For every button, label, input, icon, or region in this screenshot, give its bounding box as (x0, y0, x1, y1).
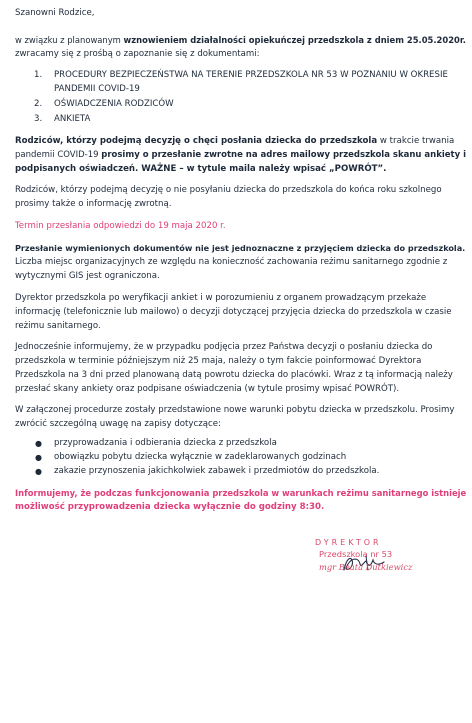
inform-line-2: przedszkola w terminie późniejszym niż 25 maja, należy o tym fakcie poinformować Dyrektora (15, 356, 422, 366)
procedure-line-2: zwrócić szczególną uwagę na zapisy dotyczące: (15, 419, 221, 429)
stamp-name: mgr Beata Dutkiewicz (319, 562, 413, 572)
stamp-title: DYREKTOR (315, 538, 382, 547)
doc-item-3: ANKIETA (54, 114, 91, 124)
intro-line-2: zwracamy się z prośbą o zapoznanie się z dokumentami: (15, 49, 260, 59)
inform-line-1: Jednocześnie informujemy, że w przypadku podjęcia przez Państwa decyzji o posłaniu dziecka do (15, 342, 433, 352)
send-l2-bold: prosimy o przesłanie zwrotne na adres mailowy przedszkola skanu ankiety i (101, 150, 467, 160)
bullet-item-3: zakazie przynoszenia jakichkolwiek zabawek i przedmiotów do przedszkola. (54, 466, 380, 476)
not-equal-line-1: Przesłanie wymienionych dokumentów nie jest jednoznaczne z przyjęciem dziecka do przedszkola. (15, 243, 466, 253)
not-send-line-2: prosimy także o informację zwrotną. (15, 199, 172, 209)
send-paragraph-line-2 (15, 149, 466, 163)
bullet-dot-2: ● (35, 453, 42, 462)
stamp-institution: Przedszkola nr 53 (319, 549, 393, 559)
doc-number-1: 1. (34, 70, 43, 80)
bullet-dot-1: ● (35, 439, 42, 448)
director-line-3: reżimu sanitarnego. (15, 321, 101, 331)
director-line-1: Dyrektor przedszkola po weryfikacji ankiet i w porozumieniu z organem prowadzącym przekaże (15, 293, 427, 303)
doc-item-1-line-2: PANDEMII COVID-19 (54, 84, 140, 94)
bullet-dot-3: ● (35, 467, 42, 476)
send-paragraph-line-1 (15, 135, 454, 149)
doc-item-2: OŚWIADCZENIA RODZICÓW (54, 99, 174, 109)
not-equal-line-3: wytycznymi GIS jest ograniczona. (15, 271, 160, 281)
not-send-line-1: Rodziców, którzy podejmą decyzję o nie posyłaniu dziecka do przedszkola do końca roku szkolnego (15, 185, 442, 195)
send-paragraph-line-3: podpisanych oświadczeń. WAŻNE – w tytule maila należy wpisać „POWRÓT”. (15, 164, 387, 174)
greeting: Szanowni Rodzice, (15, 8, 95, 18)
bullet-item-2: obowiązku pobytu dziecka wyłącznie w zadeklarowanych godzinach (54, 452, 347, 462)
procedure-line-1: W załączonej procedurze zostały przedstawione nowe warunki pobytu dziecka w przedszkolu. Prosimy (15, 405, 455, 415)
doc-number-3: 3. (34, 114, 43, 124)
closing-line-1: Informujemy, że podczas funkcjonowania przedszkola w warunkach reżimu sanitarnego istnieje (15, 488, 467, 498)
send-l1-rest: w trakcie trwania (377, 136, 455, 146)
not-equal-line-2: Liczba miejsc organizacyjnych ze względu na konieczność zachowania reżimu sanitarnego zgodnie z (15, 257, 448, 267)
intro-line-1 (15, 34, 466, 48)
doc-item-1-line-1: PROCEDURY BEZPIECZEŃSTWA NA TERENIE PRZEDSZKOLA NR 53 W POZNANIU W OKRESIE (54, 70, 448, 80)
doc-number-2: 2. (34, 99, 43, 109)
intro-pre: w związku z planowanym (15, 35, 124, 45)
closing-line-2: możliwość przyprowadzenia dziecka wyłącznie do godziny 8:30. (15, 502, 325, 512)
send-l2-pre: pandemii COVID-19 (15, 150, 102, 160)
inform-line-3: Przedszkola na 3 dni przed planowaną datą powrotu dziecka do placówki. Wraz z tą informacją należy (15, 370, 453, 380)
send-l1-bold: Rodziców, którzy podejmą decyzję o chęci posłania dziecka do przedszkola (15, 136, 378, 146)
bullet-item-1: przyprowadzania i odbierania dziecka z przedszkola (54, 438, 277, 448)
deadline-notice: Termin przesłania odpowiedzi do 19 maja 2020 r. (15, 221, 226, 231)
director-line-2: informację (telefonicznie lub mailowo) o decyzji dotyczącej przyjęcia dziecka do przedszkola w czasie (15, 307, 452, 317)
inform-line-4: przesłać skany ankiety oraz podpisane oświadczenia (w tytule prosimy wpisać POWRÓT). (15, 384, 400, 394)
intro-bold: wznowieniem działalności opiekuńczej przedszkola z dniem 25.05.2020r. (123, 35, 466, 45)
